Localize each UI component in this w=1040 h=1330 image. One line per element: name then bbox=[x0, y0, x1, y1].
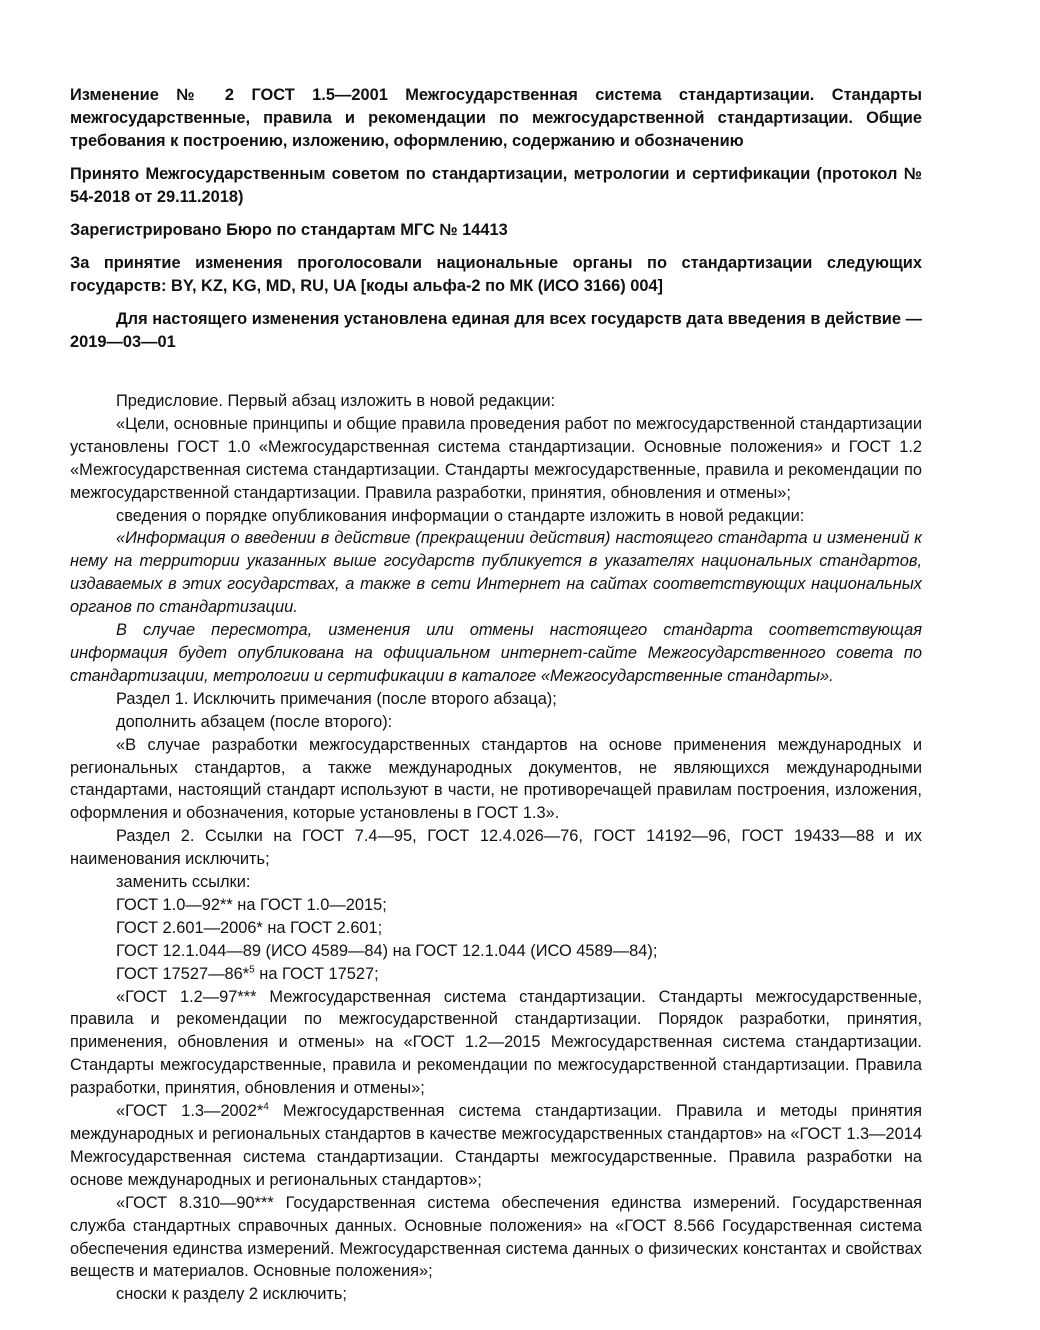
adopted-statement: Принято Межгосударственным советом по стандартизации, метрологии и сертификации (протокол № 54-2018 от 29.11.2018) bbox=[70, 165, 922, 206]
paragraph-section-2: Раздел 2. Ссылки на ГОСТ 7.4—95, ГОСТ 12.4.026—76, ГОСТ 14192—96, ГОСТ 19433—88 и их наименования исключить; bbox=[70, 827, 922, 869]
effective-date-statement: Для настоящего изменения установлена единая для всех государств дата введения в действие — 2019—03—01 bbox=[70, 310, 922, 351]
paragraph-foreword: Предисловие. Первый абзац изложить в новой редакции: bbox=[116, 392, 556, 410]
reference-replacement bbox=[70, 963, 922, 986]
reference-replacement: ГОСТ 12.1.044—89 (ИСО 4589—84) на ГОСТ 12.1.044 (ИСО 4589—84); bbox=[116, 941, 658, 960]
paragraph-section-1: Раздел 1. Исключить примечания (после второго абзаца); bbox=[116, 689, 557, 708]
footnote-mark: 5 bbox=[249, 964, 255, 976]
paragraph-gost-1-2: «ГОСТ 1.2—97*** Межгосударственная система стандартизации. Стандарты межгосударственные, правила и рекомендации по межгосударственной стандартизации. Порядок разработки, принятия, применения, обновления и отмены» на «ГОСТ 1.2—2015 Межгосударственная система стандартизации. Стандарты межгосударственные, правила и рекомендации по межгосударственной стандартизации. Правила разработки, принятия, обновления и отмены»; bbox=[70, 987, 922, 1098]
change-title: Изменение № 2 ГОСТ 1.5—2001 Межгосударственная система стандартизации. Стандарты межгосударственные, правила и рекомендации по межгосударственной стандартизации. Общие требования к построению, изложению, оформлению, содержанию и обозначению bbox=[70, 86, 922, 150]
reference-replacement: ГОСТ 1.0—92** на ГОСТ 1.0—2015; bbox=[116, 895, 387, 914]
paragraph-supplement: дополнить абзацем (после второго): bbox=[116, 712, 393, 731]
paragraph-replace-refs: заменить ссылки: bbox=[116, 873, 251, 892]
reference-old: «ГОСТ 1.3—2002* bbox=[116, 1102, 264, 1121]
reference-replacement: ГОСТ 2.601—2006* на ГОСТ 2.601; bbox=[116, 918, 383, 937]
footnote-mark: 4 bbox=[263, 1101, 269, 1113]
paragraph-gost-1-3 bbox=[70, 1100, 922, 1192]
paragraph-publication-text: «Информация о введении в действие (прекращении действия) настоящего стандарта и изменений к нему на территории указанных выше государств публикуется в указателях национальных стандартов, издаваемых в этих государствах, а также в сети Интернет на сайтах соответствующих национальных органов по стандартизации. bbox=[70, 529, 922, 617]
reference-new: на ГОСТ 17527; bbox=[254, 964, 379, 983]
registration-statement: Зарегистрировано Бюро по стандартам МГС № 14413 bbox=[70, 221, 508, 239]
voting-statement: За принятие изменения проголосовали национальные органы по стандартизации следующих государств: BY, KZ, KG, MD, RU, UA [коды альфа-2 по МК (ИСО 3166) 004] bbox=[70, 254, 922, 295]
paragraph-supplement-text: «В случае разработки межгосударственных стандартов на основе применения международных и региональных стандартов, а также международных документов, не являющихся международными стандартами, настоящий стандарт используют в части, не противоречащей правилам построения, изложения, оформления и обозначения, которые установлены в ГОСТ 1.3». bbox=[70, 735, 922, 823]
paragraph-revision-text: В случае пересмотра, изменения или отмены настоящего стандарта соответствующая информация будет опубликована на официальном интернет-сайте Межгосударственного совета по стандартизации, метрологии и сертификации в каталоге «Межгосударственные стандарты». bbox=[70, 621, 922, 685]
document-page bbox=[70, 84, 922, 1306]
paragraph-footnotes: сноски к разделу 2 исключить; bbox=[116, 1285, 347, 1304]
paragraph-publication-info: сведения о порядке опубликования информации о стандарте изложить в новой редакции: bbox=[116, 506, 805, 525]
document-body bbox=[70, 390, 922, 1306]
paragraph-foreword-text: «Цели, основные принципы и общие правила проведения работ по межгосударственной стандартизации установлены ГОСТ 1.0 «Межгосударственная система стандартизации. Основные положения» и ГОСТ 1.2 «Межгосударственная система стандартизации. Стандарты межгосударственные, правила и рекомендации по межгосударственной стандартизации. Правила разработки, принятия, обновления и отмены»; bbox=[70, 414, 922, 502]
reference-rest: Межгосударственная система стандартизации. Правила и методы принятия международных и региональных стандартов в качестве межгосударственных стандартов» на «ГОСТ 1.3—2014 Межгосударственная система стандартизации. Стандарты межгосударственные. Правила разработки на основе международных и региональных стандартов»; bbox=[70, 1102, 922, 1189]
reference-old: ГОСТ 17527—86* bbox=[116, 964, 250, 983]
paragraph-gost-8-310: «ГОСТ 8.310—90*** Государственная система обеспечения единства измерений. Государственная служба стандартных справочных данных. Основные положения» на «ГОСТ 8.566 Государственная система обеспечения единства измерений. Межгосударственная система данных о физических константах и свойствах веществ и материалов. Основные положения»; bbox=[70, 1193, 922, 1281]
